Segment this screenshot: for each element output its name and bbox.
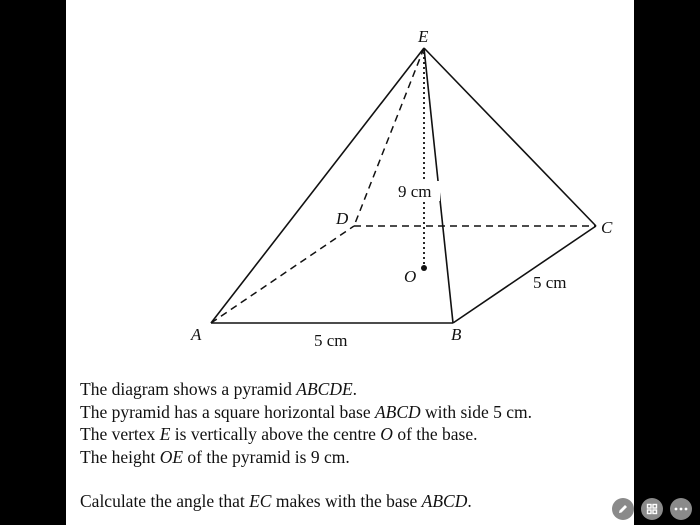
side-label-bc: 5 cm [533, 273, 567, 292]
edge-ea [211, 48, 424, 323]
text-line-3: The vertex E is vertically above the centre O of the base. [80, 424, 478, 445]
vertex-label-a: A [191, 325, 202, 344]
vertex-label-e: E [418, 27, 429, 46]
question-text: Calculate the angle that EC makes with the base ABCD. [80, 491, 472, 512]
side-label-ab: 5 cm [314, 331, 348, 350]
more-icon[interactable] [670, 498, 692, 520]
height-label: 9 cm [398, 182, 432, 201]
edge-bc [453, 226, 596, 323]
centre-point-o [421, 265, 427, 271]
pyramid-diagram [66, 0, 634, 370]
vertex-label-b: B [451, 325, 462, 344]
edge-ad-hidden [211, 226, 354, 323]
page [66, 0, 634, 525]
vertex-label-d: D [336, 209, 349, 228]
text-line-2: The pyramid has a square horizontal base ABCD with side 5 cm. [80, 401, 532, 422]
text-line-4: The height OE of the pyramid is 9 cm. [80, 446, 350, 467]
edge-ec [424, 48, 596, 226]
vertex-label-o: O [404, 267, 417, 286]
text-line-1: The diagram shows a pyramid ABCDE. [80, 379, 358, 399]
pencil-icon[interactable] [612, 498, 634, 520]
vertex-label-c: C [601, 218, 613, 237]
grid-icon[interactable] [641, 498, 663, 520]
problem-text [80, 378, 620, 513]
